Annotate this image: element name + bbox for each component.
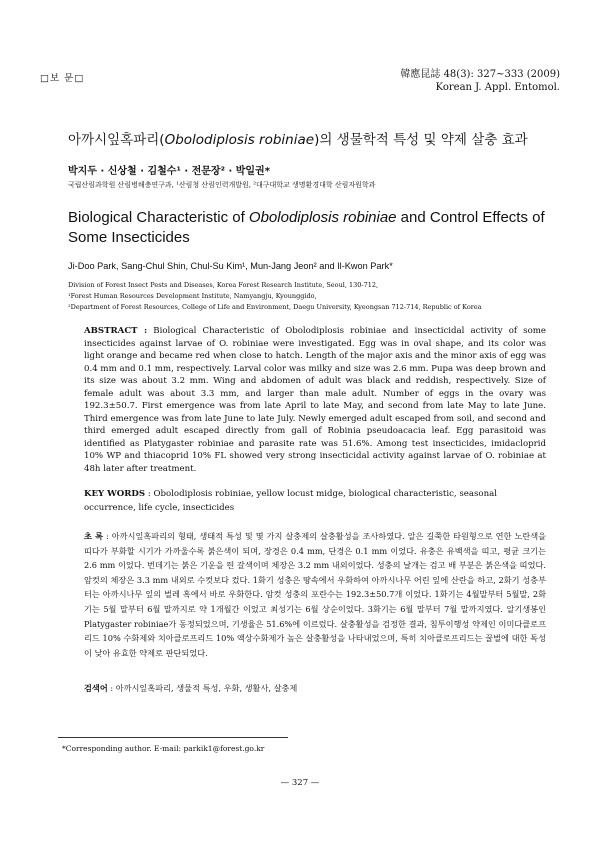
affiliation-line: ¹Forest Human Resources Development Institute, Namyangju, Kyounggido, bbox=[68, 292, 317, 300]
journal-citation-line1: 韓應昆誌 48(3): 327~333 (2009) bbox=[400, 69, 560, 80]
korean-authors: 박지두 · 신상철 · 김철수¹ · 전문장² · 박일권* bbox=[68, 166, 270, 177]
abstract-text: Biological Characteristic of Obolodiplosis robiniae and insecticidal activity of some insecticides against larvae of O. robiniae were investigated. Egg was in oval shape, and its color was light orange and became red when close to hatch. Length of the major axis and the minor axis of egg was 0.4 mm and 0.1 mm, respectively. Larval color was milky and size was 2.6 mm. Pupa was deep brown and its size was about 3.2 mm. Wing and abdomen of adult was black and reddish, respectively. Size of female adult was about 3.3 mm, and larger than male adult. Number of eggs in the ovary was 192.3±50.7. First emergence was from late April to late May, and second from late May to late June. Third emergence was from late June to late July. Newly emerged adult escaped from soil, and second and third emerged adult escaped directly from gall of Robinia pseudoacacia leaf. Egg parasitoid was identified as Platygaster robiniae and parasite rate was 51.6%. Among test insecticides, imidacloprid 10% WP and thiacoprid 10% FL showed very strong insecticidal activity against larvae of O. robiniae at 48h later after treatment. bbox=[84, 326, 546, 474]
page-number: — 327 — bbox=[280, 778, 320, 788]
english-title bbox=[68, 208, 548, 248]
keywords-label: KEY WORDS bbox=[84, 489, 146, 499]
korean-title-suffix: )의 생물학적 특성 및 약제 살충 효과 bbox=[314, 132, 528, 148]
journal-citation bbox=[400, 68, 560, 94]
korean-abstract-text: : 아까시잎혹파리의 형태, 생태적 특성 및 몇 가지 살충제의 살충활성을 조사하였다. 알은 길쭉한 타원형으로 연한 노란색을 띠다가 부화할 시기가 가까울수록 붉은색이 되며, 장경은 0.4 mm, 단경은 0.1 mm 이었다. 유충은 유백색을 띠고, 평균 크기는 2.6 mm 이었다. 번데기는 붉은 기운을 띈 갈색이며 체장은 3.2 mm 내외이었다. 성충의 날개는 검고 배 부분은 붉은색을 띠었다. 암컷의 체장은 3.3 mm 내외로 수컷보다 컸다. 1화기 성충은 땅속에서 우화하여 아까시나무 어린 잎에 산란을 하고, 2화기 성충부터는 아까시나무 잎의 벌레 혹에서 바로 우화한다. 암컷 성충의 포란수는 192.3±50.7개 이었다. 1화기는 4월말부터 5월말, 2화기는 5월 말부터 6월 말까지로 약 1개월간 이었고 최성기는 6월 상순이었다. 3화기는 6월 말부터 7월 말까지였다. 알기생봉인 Platygaster robiniae가 동정되었으며, 기생율은 51.6%에 이르렀다. 살충활성을 검정한 결과, 침투이행성 약제인 이미다클로프리드 10% 수화제와 치아클로프리드 10% 액상수화제가 높은 살충활성을 나타내었으며, 특히 치아클로프리드는 꿀벌에 대한 독성이 낮아 유효한 약제로 판단되었다. bbox=[84, 531, 547, 658]
article-type: □보 문□ bbox=[40, 73, 85, 84]
affiliation-line: Division of Forest Insect Pests and Diseases, Korea Forest Research Institute, Seoul, 130-712, bbox=[68, 281, 379, 289]
korean-abstract bbox=[84, 529, 546, 660]
affiliation-line: ²Department of Forest Resources, College of Life and Environment, Daegu University, Kyeongsan 712-714, Republic of Korea bbox=[68, 303, 482, 311]
english-authors: Ji-Doo Park, Sang-Chul Shin, Chul-Su Kim¹, Mun-Jang Jeon² and Il-Kwon Park* bbox=[68, 261, 393, 271]
english-affiliations bbox=[68, 280, 558, 313]
english-title-suffix: and Control Effects of Some Insecticides bbox=[68, 209, 545, 246]
korean-title bbox=[68, 128, 528, 148]
english-title-prefix: Biological Characteristic of bbox=[68, 209, 249, 226]
korean-keywords-text: : 아까시잎혹파리, 생물적 특성, 우화, 생활사, 살충제 bbox=[107, 683, 298, 693]
abstract-label: ABSTRACT : bbox=[84, 326, 148, 336]
english-keywords bbox=[84, 487, 546, 515]
journal-citation-line2: Korean J. Appl. Entomol. bbox=[435, 82, 560, 93]
korean-abstract-label: 초 록 bbox=[84, 531, 104, 541]
keywords-text: : Obolodiplosis robiniae, yellow locust midge, biological characteristic, seasonal occurrence, life cycle, insecticides bbox=[84, 489, 497, 513]
footnote-divider bbox=[58, 737, 288, 738]
korean-title-species: Obolodiplosis robiniae bbox=[164, 132, 315, 148]
korean-title-prefix: 아까시잎혹파리( bbox=[68, 132, 165, 148]
english-abstract bbox=[84, 325, 546, 475]
english-title-species: Obolodiplosis robiniae bbox=[248, 209, 397, 226]
korean-keywords bbox=[84, 683, 297, 694]
korean-affiliation: 국립산림과학원 산림병해충연구과, ¹산림청 산림인력개발원, ²대구대학교 생명환경대학 산림자원학과 bbox=[68, 181, 376, 189]
korean-keywords-label: 검색어 bbox=[84, 683, 108, 693]
corresponding-author-footnote: *Corresponding author. E-mail: parkik1@forest.go.kr bbox=[62, 744, 265, 753]
